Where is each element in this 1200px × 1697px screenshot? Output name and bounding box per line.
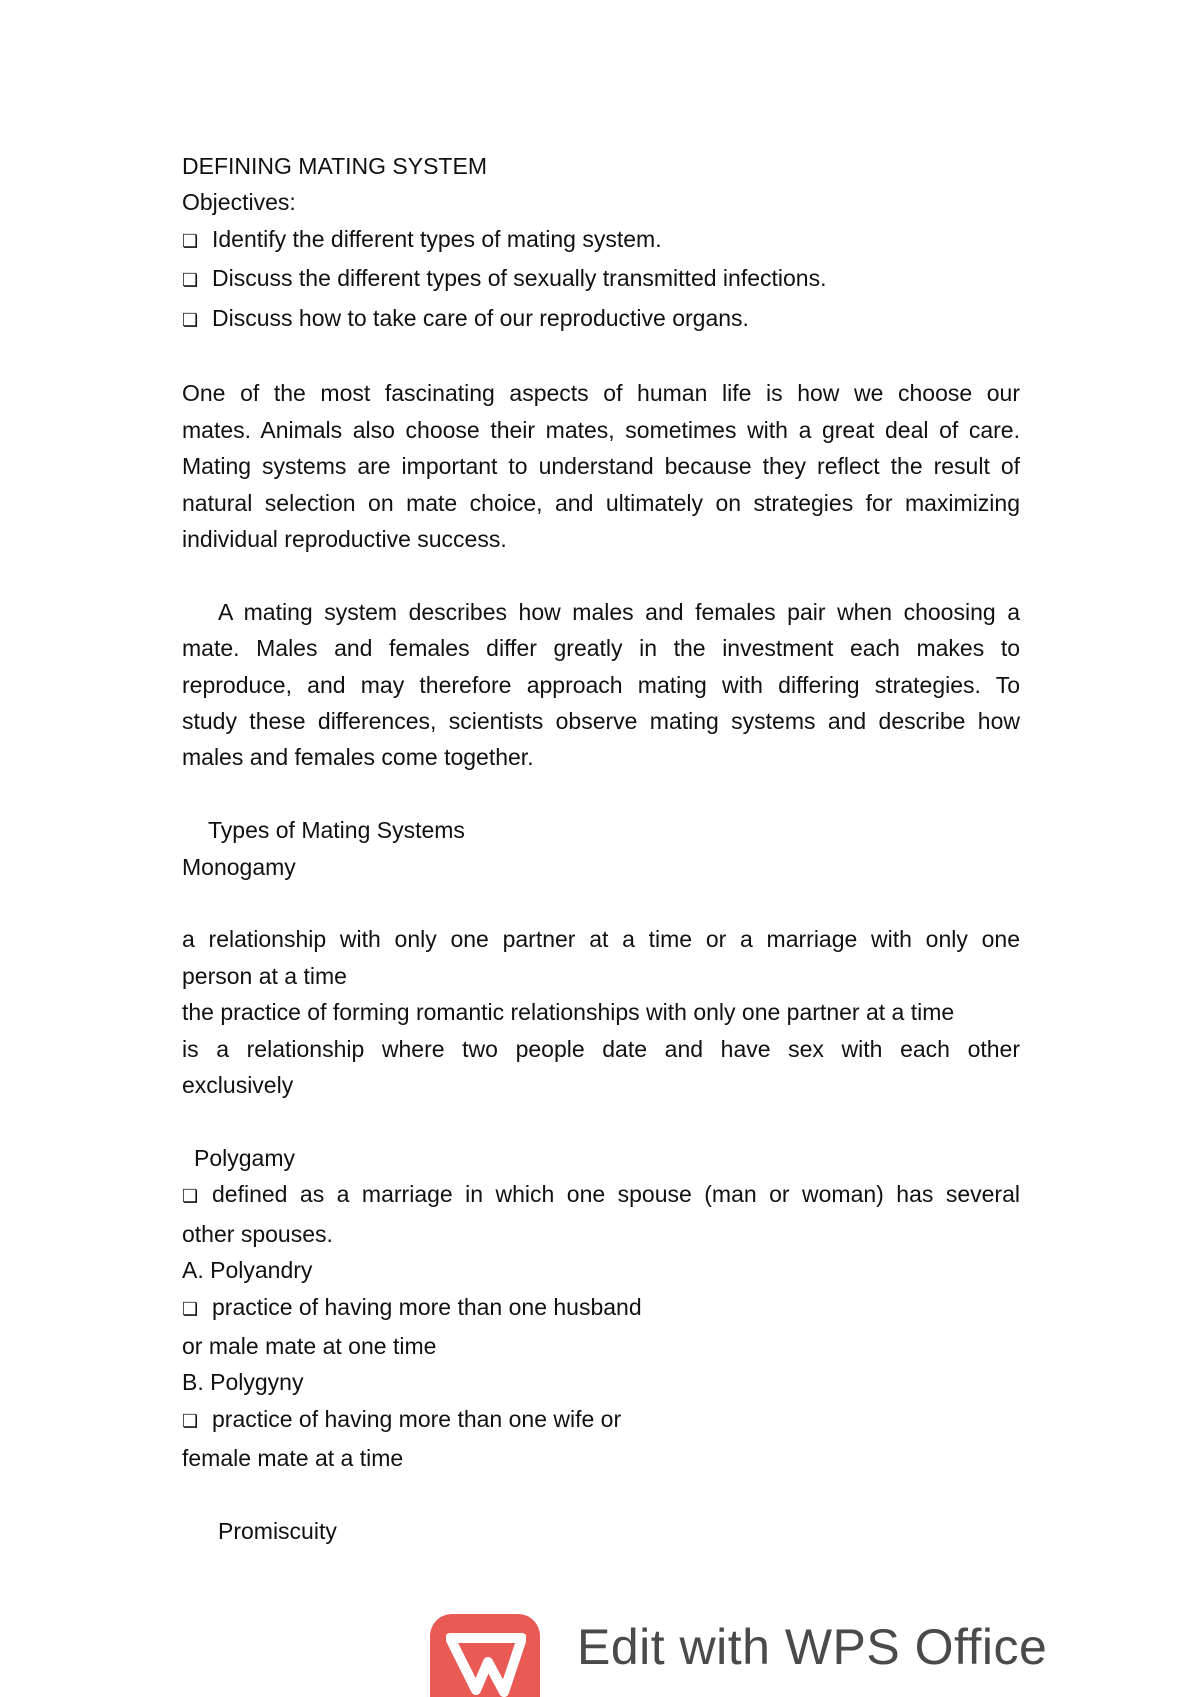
checkbox-bullet-icon: ❏	[182, 1186, 199, 1208]
wps-w-icon	[446, 1632, 526, 1697]
paragraph-line: reproduce, and may therefore approach mating with differing strategies. To	[182, 671, 1020, 698]
paragraph-line: a relationship with only one partner at a time or a marriage with only one	[182, 926, 1020, 953]
paragraph-line: other spouses.	[182, 1220, 333, 1247]
objective-item: ❏ Identify the different types of mating system.	[182, 221, 1020, 260]
paragraph-line: Mating systems are important to understand because they reflect the result of	[182, 453, 1020, 480]
paragraph-line: person at a time	[182, 962, 347, 989]
paragraph-line: natural selection on mate choice, and ultimately on strategies for maximizing	[182, 489, 1020, 516]
polygamy-definition: ❏ defined as a marriage in which one spouse (man or woman) has several	[182, 1176, 1020, 1215]
document-title: DEFINING MATING SYSTEM	[182, 153, 487, 179]
objective-item: ❏ Discuss how to take care of our reproductive organs.	[182, 300, 1020, 339]
paragraph-line: A mating system describes how males and females pair when choosing a	[218, 598, 1020, 625]
document-page	[182, 148, 1020, 1549]
promiscuity-heading: Promiscuity	[218, 1517, 337, 1544]
polygyny-definition: ❏ practice of having more than one wife or	[182, 1401, 1020, 1440]
polyandry-definition: ❏ practice of having more than one husband	[182, 1289, 1020, 1328]
objective-item: ❏ Discuss the different types of sexually transmitted infections.	[182, 260, 1020, 299]
checkbox-bullet-icon: ❏	[182, 270, 199, 292]
paragraph-line: or male mate at one time	[182, 1332, 437, 1359]
wps-logo-icon	[430, 1614, 540, 1697]
paragraph-line: study these differences, scientists observe mating systems and describe how	[182, 708, 1020, 735]
paragraph-line: female mate at a time	[182, 1445, 404, 1472]
paragraph-line: mate. Males and females differ greatly in the investment each makes to	[182, 635, 1020, 662]
checkbox-bullet-icon: ❏	[182, 309, 199, 331]
checkbox-bullet-icon: ❏	[182, 1298, 199, 1320]
mating-system-paragraph	[182, 594, 1020, 776]
checkbox-bullet-icon: ❏	[182, 1410, 199, 1432]
polyandry-heading: A. Polyandry	[182, 1257, 313, 1284]
objectives-label: Objectives:	[182, 189, 296, 216]
paragraph-line: One of the most fascinating aspects of human life is how we choose our	[182, 380, 1020, 407]
polygamy-heading: Polygamy	[194, 1144, 295, 1171]
paragraph-line: males and females come together.	[182, 744, 534, 771]
checkbox-bullet-icon: ❏	[182, 230, 199, 252]
types-heading: Types of Mating Systems	[208, 817, 465, 844]
monogamy-heading: Monogamy	[182, 853, 296, 880]
polygyny-heading: B. Polygyny	[182, 1369, 304, 1396]
monogamy-definitions	[182, 921, 1020, 1103]
intro-paragraph	[182, 375, 1020, 557]
wps-watermark[interactable]	[430, 1614, 1070, 1697]
wps-watermark-text: Edit with WPS Office	[577, 1619, 1048, 1675]
paragraph-line: exclusively	[182, 1072, 294, 1099]
paragraph-line: the practice of forming romantic relationships with only one partner at a time	[182, 999, 955, 1026]
paragraph-line: individual reproductive success.	[182, 526, 507, 553]
paragraph-line: is a relationship where two people date and have sex with each other	[182, 1035, 1020, 1062]
paragraph-line: mates. Animals also choose their mates, sometimes with a great deal of care.	[182, 416, 1020, 443]
